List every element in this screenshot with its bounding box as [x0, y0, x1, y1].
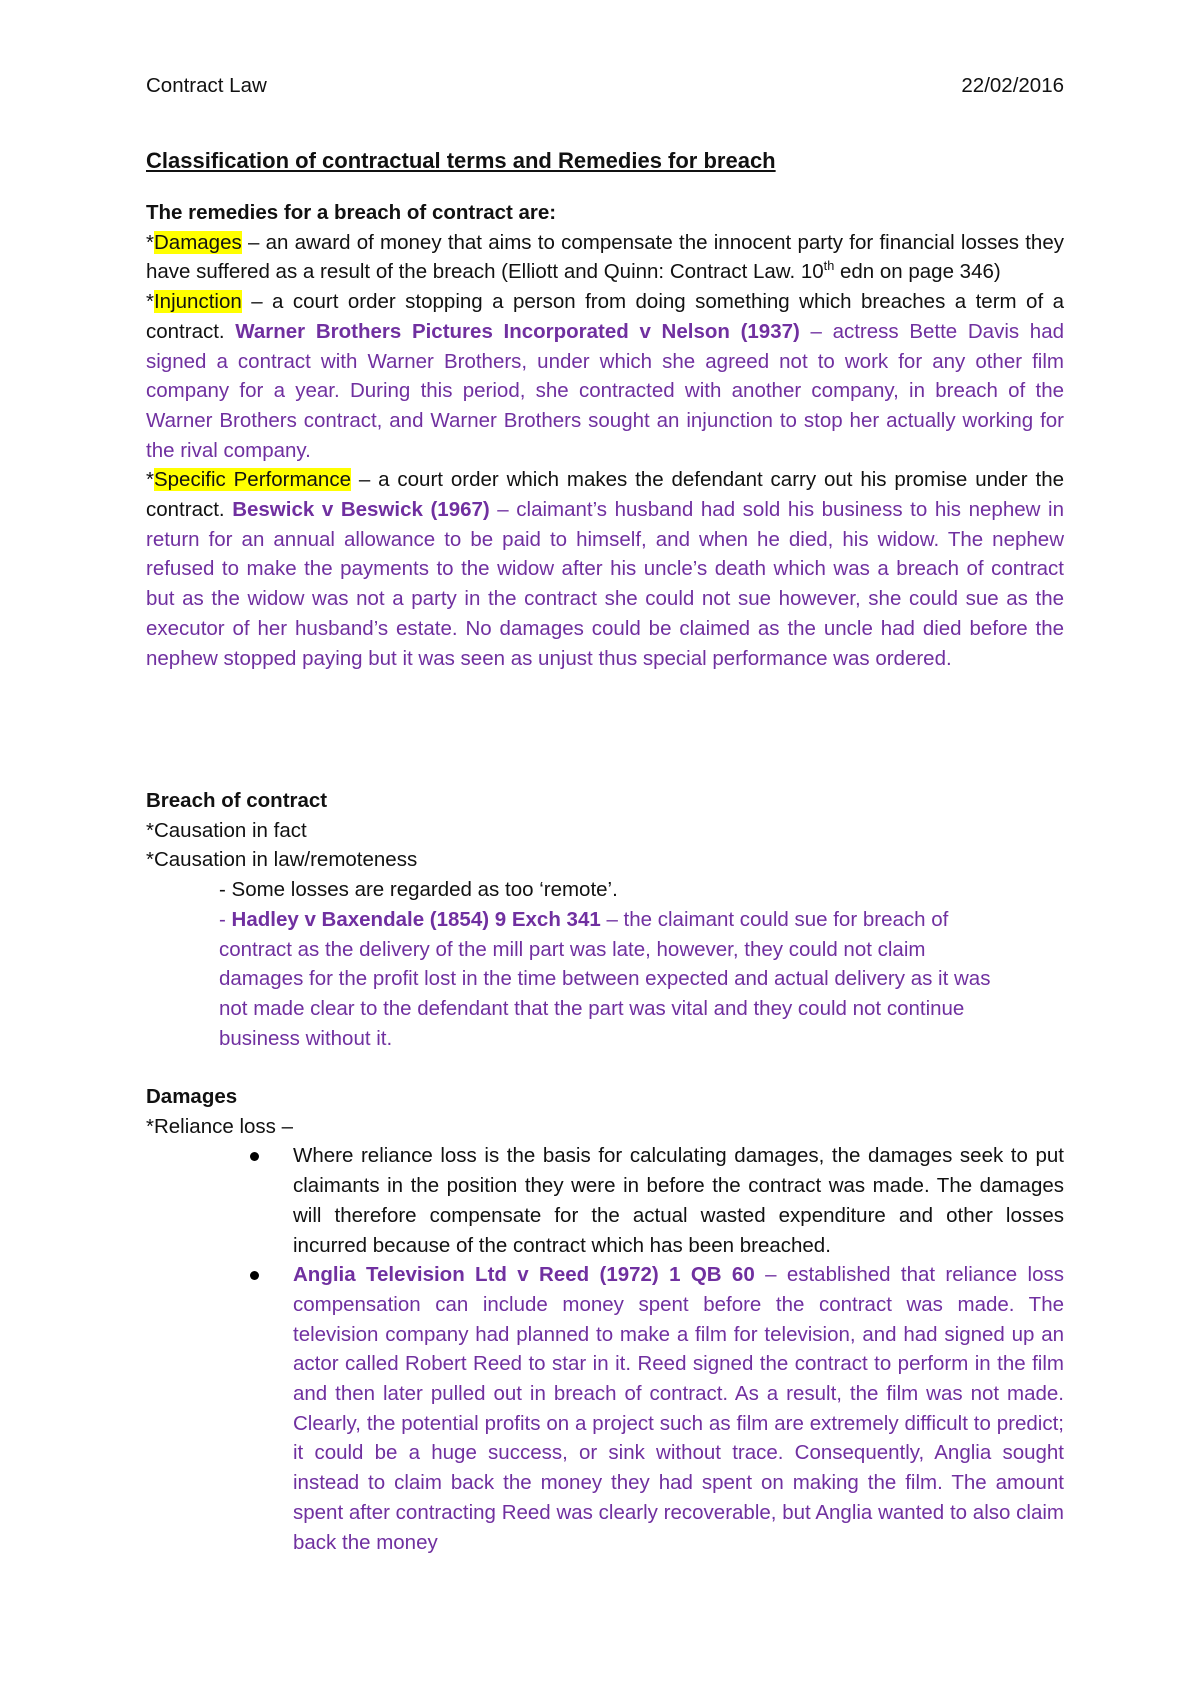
- injunction-case-text: – actress Bette Davis had signed a contract with Warner Brothers, under which she agreed not to work for any other film company for a year. During this period, she contracted with another company, in breach of the Warner Brothers contract, and Warner Brothers sought an injunction to stop her actually working for the rival company.: [146, 319, 1064, 462]
- breach-item-causation-fact: *Causation in fact: [146, 818, 307, 842]
- hadley-dash: -: [219, 907, 232, 931]
- bullet-icon: [250, 1152, 259, 1161]
- injunction-term: Injunction: [153, 290, 242, 314]
- damages-term: Damages: [153, 230, 242, 254]
- list-item: [146, 1141, 1064, 1260]
- injunction-paragraph: [146, 287, 1064, 465]
- remedies-intro: The remedies for a breach of contract are:: [146, 201, 557, 224]
- damages-section: [146, 1082, 1064, 1557]
- list-item: [146, 1260, 1064, 1557]
- damages-heading: Damages: [146, 1085, 238, 1108]
- bullet-icon: [250, 1271, 259, 1280]
- damages-star: *: [146, 230, 154, 254]
- remoteness-note: - Some losses are regarded as too ‘remote’.: [219, 878, 618, 902]
- injunction-star: *: [146, 290, 154, 314]
- damages-definition: – an award of money that aims to compensate the innocent party for financial losses they have suffered as a result of the breach (Elliott and Quinn: Contract Law. 10: [146, 230, 1064, 284]
- specific-performance-case-name: Beswick v Beswick (1967): [232, 498, 490, 522]
- reliance-bullet-text: Where reliance loss is the basis for calculating damages, the damages seek to put claimants in the position they were in before the contract was made. The damages will therefore compensate for the actual wasted expenditure and other losses incurred because of the contract which has been breached.: [293, 1144, 1064, 1257]
- hadley-case-name: Hadley v Baxendale (1854) 9 Exch 341: [231, 907, 601, 931]
- hadley-paragraph: [146, 905, 1064, 1054]
- document-title: Classification of contractual terms and Remedies for breach: [146, 148, 776, 173]
- specific-performance-case-text: – claimant’s husband had sold his business to his nephew in return for an annual allowance to be paid to himself, and when he died, his widow. The nephew refused to make the payments to the widow after his uncle’s death which was a breach of contract but as the widow was not a party in the contract she could not sue however, she could sue as the executor of her husband’s estate. No damages could be claimed as the uncle had died before the nephew stopped paying but it was seen as unjust thus special performance was ordered.: [146, 498, 1064, 670]
- specific-performance-definition: – a court order which makes the defendant carry out his promise under the contract.: [146, 468, 1064, 522]
- specific-performance-paragraph: [146, 465, 1064, 673]
- page-header: [146, 74, 1064, 104]
- damages-superscript: th: [823, 258, 835, 274]
- damages-definition-end: edn on page 346): [834, 260, 1001, 284]
- reliance-bullet-list: [146, 1141, 1064, 1557]
- reliance-loss-label: *Reliance loss –: [146, 1114, 293, 1138]
- breach-heading: Breach of contract: [146, 789, 328, 812]
- specific-performance-term: Specific Performance: [153, 468, 351, 492]
- injunction-definition: – a court order stopping a person from doing something which breaches a term of a contract.: [146, 290, 1064, 343]
- anglia-case-name: Anglia Television Ltd v Reed (1972) 1 QB 60: [293, 1263, 755, 1287]
- header-date: 22/02/2016: [961, 74, 1064, 97]
- breach-section: [146, 786, 1064, 1053]
- header-subject: Contract Law: [146, 74, 267, 97]
- specific-performance-star: *: [146, 468, 154, 492]
- breach-item-causation-law: *Causation in law/remoteness: [146, 848, 418, 872]
- hadley-case-text: – the claimant could sue for breach of contract as the delivery of the mill part was late, however, they could not claim damages for the profit lost in the time between expected and actual delivery as it was not made clear to the defendant that the part was vital and they could not continue business without it.: [219, 907, 991, 1050]
- anglia-case-text: – established that reliance loss compensation can include money spent before the contract was made. The television company had planned to make a film for television, and had signed up an actor called Robert Reed to star in it. Reed signed the contract to perform in the film and then later pulled out in breach of contract. As a result, the film was not made. Clearly, the potential profits on a project such as film are extremely difficult to predict; it could be a huge success, or sink without trace. Consequently, Anglia sought instead to claim back the money they had spent on making the film. The amount spent after contracting Reed was clearly recoverable, but Anglia wanted to also claim back the money: [293, 1263, 1064, 1554]
- damages-paragraph: [146, 228, 1064, 287]
- injunction-case-name: Warner Brothers Pictures Incorporated v Nelson (1937): [235, 319, 800, 343]
- remedies-section: [146, 198, 1064, 673]
